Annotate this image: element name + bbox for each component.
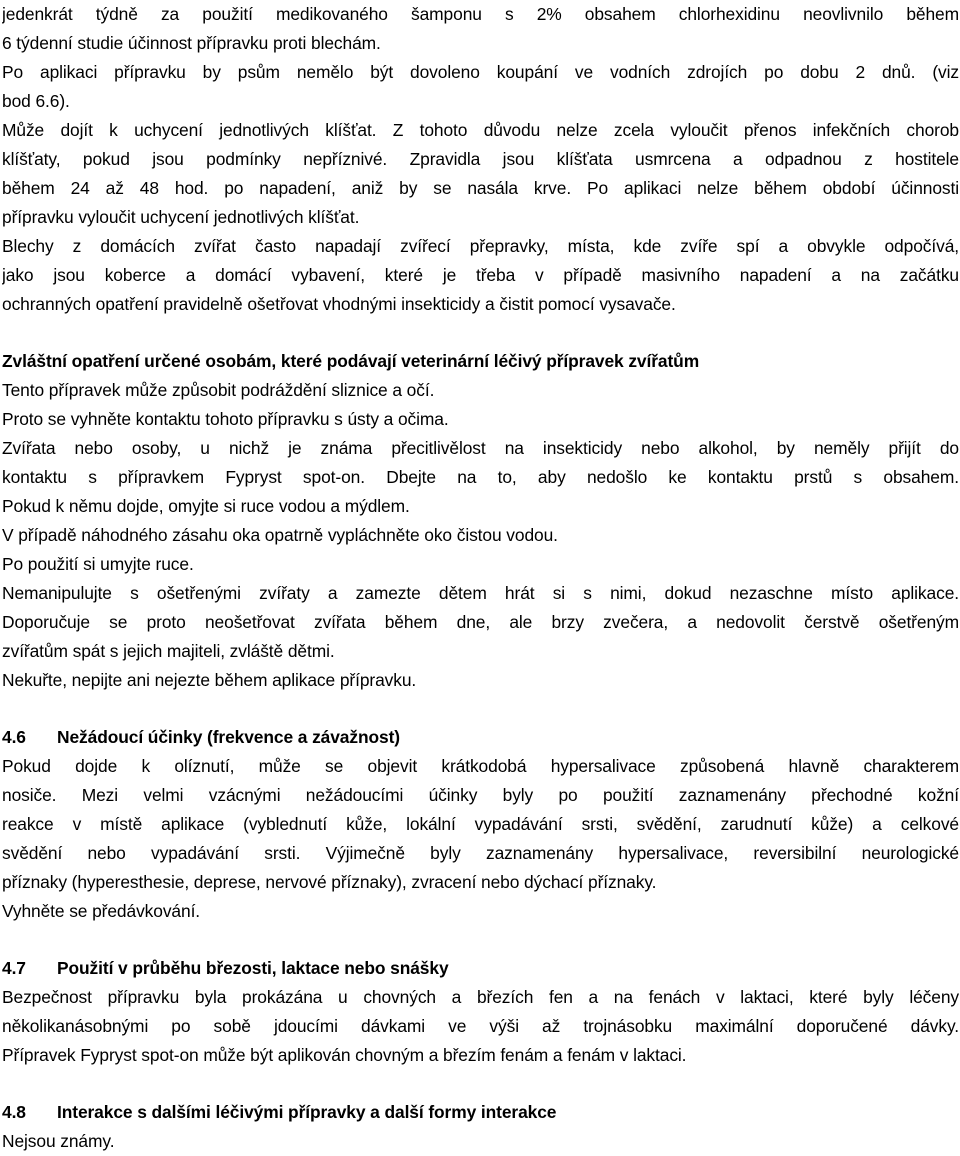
section-number: 4.7 <box>2 958 26 978</box>
text-line: příznaky (hyperesthesie, deprese, nervové příznaky), zvracení nebo dýchací příznaky. <box>2 872 657 892</box>
section-number: 4.6 <box>2 727 26 747</box>
section-heading <box>2 954 959 983</box>
text-line: reakce v místě aplikace (vyblednutí kůže, lokální vypadávání srsti, svědění, zarudnutí kůže) a celkové <box>2 814 959 834</box>
section-number: 4.8 <box>2 1102 26 1122</box>
section-heading <box>2 723 959 752</box>
text-line: Pokud k němu dojde, omyjte si ruce vodou a mýdlem. <box>2 496 410 516</box>
section-title: Použití v průběhu březosti, laktace nebo snášky <box>57 958 449 978</box>
section-title: Interakce s dalšími léčivými přípravky a další formy interakce <box>57 1102 557 1122</box>
text-line: Doporučuje se proto neošetřovat zvířata během dne, ale brzy zvečera, a nedovolit čerstvě ošetřeným <box>2 612 959 632</box>
text-line: Pokud dojde k olíznutí, může se objevit krátkodobá hypersalivace způsobená hlavně charakterem <box>2 756 959 776</box>
section-title: Nežádoucí účinky (frekvence a závažnost) <box>57 727 400 747</box>
text-line: jako jsou koberce a domácí vybavení, které je třeba v případě masivního napadení a na začátku <box>2 265 959 285</box>
text-line: Nekuřte, nepijte ani nejezte během aplikace přípravku. <box>2 670 417 690</box>
intro-paragraphs <box>2 0 959 319</box>
section-4-8 <box>2 1098 959 1156</box>
special-precautions-section <box>2 347 959 695</box>
text-line: Může dojít k uchycení jednotlivých klíšťat. Z tohoto důvodu nelze zcela vyloučit přenos infekčních chorob <box>2 120 959 140</box>
section-4-6 <box>2 723 959 926</box>
text-line: Přípravek Fypryst spot-on může být aplikován chovným a březím fenám a fenám v laktaci. <box>2 1045 687 1065</box>
text-line: Bezpečnost přípravku byla prokázána u chovných a březích fen a na fenách v laktaci, které byly léčeny <box>2 987 959 1007</box>
text-line: Nemanipulujte s ošetřenými zvířaty a zamezte dětem hrát si s nimi, dokud nezaschne místo aplikace. <box>2 583 959 603</box>
text-line: několikanásobnými po sobě jdoucími dávkami ve výši až trojnásobku maximální doporučené dávky. <box>2 1016 959 1036</box>
text-line: ochranných opatření pravidelně ošetřovat vhodnými insekticidy a čistit pomocí vysavače. <box>2 294 676 314</box>
text-line: zvířatům spát s jejich majiteli, zvláště dětmi. <box>2 641 335 661</box>
text-line: Vyhněte se předávkování. <box>2 901 201 921</box>
text-line: klíšťaty, pokud jsou podmínky nepříznivé. Zpravidla jsou klíšťata usmrcena a odpadnou z hostitele <box>2 149 959 169</box>
text-line: bod 6.6). <box>2 91 70 111</box>
text-line: Nejsou známy. <box>2 1131 115 1151</box>
text-line: Zvířata nebo osoby, u nichž je známa přecitlivělost na insekticidy nebo alkohol, by neměly přijít do <box>2 438 959 458</box>
section-heading <box>2 1098 959 1127</box>
text-line: jedenkrát týdně za použití medikovaného šamponu s 2% obsahem chlorhexidinu neovlivnilo během <box>2 4 959 24</box>
text-line: Po aplikaci přípravku by psům nemělo být dovoleno koupání ve vodních zdrojích po dobu 2 dnů. (viz <box>2 62 959 82</box>
text-line: 6 týdenní studie účinnost přípravku proti blechám. <box>2 33 381 53</box>
section-4-7 <box>2 954 959 1070</box>
text-line: V případě náhodného zásahu oka opatrně vypláchněte oko čistou vodou. <box>2 525 558 545</box>
paragraph-gap <box>2 695 959 723</box>
paragraph-gap <box>2 319 959 347</box>
paragraph-gap <box>2 1070 959 1098</box>
text-line: kontaktu s přípravkem Fypryst spot-on. Dbejte na to, aby nedošlo ke kontaktu prstů s obsahem. <box>2 467 959 487</box>
text-line: během 24 až 48 hod. po napadení, aniž by se nasála krve. Po aplikaci nelze během období účinnosti <box>2 178 959 198</box>
text-line: Blechy z domácích zvířat často napadají zvířecí přepravky, místa, kde zvíře spí a obvykle odpočívá, <box>2 236 959 256</box>
text-line: Proto se vyhněte kontaktu tohoto přípravku s ústy a očima. <box>2 409 449 429</box>
section-heading: Zvláštní opatření určené osobám, které podávají veterinární léčivý přípravek zvířatům <box>2 351 700 371</box>
text-line: přípravku vyloučit uchycení jednotlivých klíšťat. <box>2 207 360 227</box>
paragraph-gap <box>2 926 959 954</box>
text-line: svědění nebo vypadávání srsti. Výjimečně byly zaznamenány hypersalivace, reversibilní neurologické <box>2 843 959 863</box>
text-line: Po použití si umyjte ruce. <box>2 554 194 574</box>
text-line: Tento přípravek může způsobit podráždění sliznice a očí. <box>2 380 435 400</box>
text-line: nosiče. Mezi velmi vzácnými nežádoucími účinky byly po použití zaznamenány přechodné kožní <box>2 785 959 805</box>
